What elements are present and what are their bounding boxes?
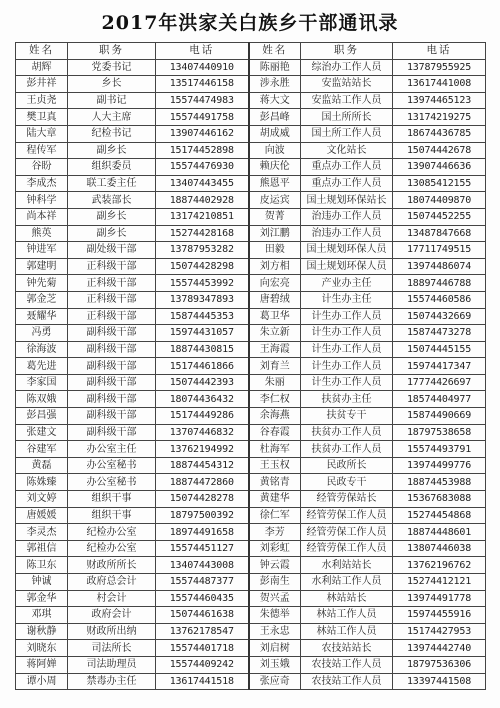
phone-cell: 18674436785 [393,125,486,142]
phone-cell: 15574401718 [156,640,249,657]
name-cell: 陈卫东 [16,557,68,574]
position-cell: 经管劳保工作人员 [301,507,393,524]
phone-cell: 13707446832 [156,424,249,441]
name-cell: 陈姝臻 [16,474,68,491]
phone-cell: 18074409870 [393,192,486,209]
phone-cell: 13907446162 [156,125,249,142]
phone-cell: 13517446158 [156,76,249,93]
table-row [16,574,486,591]
position-cell: 正科级干部 [68,308,156,325]
table-row [16,92,486,109]
name-cell: 熊恩平 [249,175,301,192]
name-cell: 谢秋静 [16,623,68,640]
position-cell: 经管劳保工作人员 [301,540,393,557]
staff-directory-table [15,42,486,690]
name-cell: 贺兴孟 [249,590,301,607]
phone-cell: 15574460435 [156,590,249,607]
phone-cell: 15074428278 [156,491,249,508]
position-cell: 农技站工作人员 [301,673,393,690]
name-cell: 郭金芝 [16,291,68,308]
position-cell: 计生办工作人员 [301,308,393,325]
phone-cell: 17774426697 [393,374,486,391]
position-cell: 国土规划环保人员 [301,242,393,259]
position-cell: 副科级干部 [68,424,156,441]
position-cell: 组织干事 [68,491,156,508]
header-position: 职务 [68,43,156,60]
position-cell: 水利站站长 [301,557,393,574]
name-cell: 刘彩虹 [249,540,301,557]
position-cell: 政府总会计 [68,574,156,591]
table-row [16,474,486,491]
position-cell: 扶贫办主任 [301,391,393,408]
phone-cell: 15174452898 [156,142,249,159]
name-cell: 张应奇 [249,673,301,690]
name-cell: 唐碧绒 [249,291,301,308]
position-cell: 国土所工作人员 [301,125,393,142]
position-cell: 正科级干部 [68,258,156,275]
phone-cell: 18874454312 [156,457,249,474]
name-cell: 钟进军 [16,242,68,259]
table-row [16,175,486,192]
phone-cell: 18797536306 [393,656,486,673]
phone-cell: 15174461866 [156,358,249,375]
name-cell: 郭金华 [16,590,68,607]
position-cell: 治违办工作人员 [301,208,393,225]
name-cell: 刘文婷 [16,491,68,508]
position-cell: 办公室秘书 [68,474,156,491]
header-phone: 电话 [393,43,486,60]
position-cell: 计生办主任 [301,291,393,308]
phone-cell: 15074452255 [393,208,486,225]
name-cell: 蒋大文 [249,92,301,109]
position-cell: 正科级干部 [68,291,156,308]
table-row [16,656,486,673]
name-cell: 尚本祥 [16,208,68,225]
name-cell: 陈丽艳 [249,59,301,76]
name-cell: 谭小周 [16,673,68,690]
table-row [16,109,486,126]
phone-cell: 15274412121 [393,574,486,591]
position-cell: 正科级干部 [68,275,156,292]
phone-cell: 13787953282 [156,242,249,259]
phone-cell: 13787955925 [393,59,486,76]
position-cell: 重点办工作人员 [301,175,393,192]
table-body [16,59,486,690]
position-cell: 副科级干部 [68,341,156,358]
name-cell: 刘方相 [249,258,301,275]
name-cell: 黄磊 [16,457,68,474]
phone-cell: 17711749515 [393,242,486,259]
position-cell: 副科级干部 [68,391,156,408]
name-cell: 李成杰 [16,175,68,192]
position-cell: 办公室秘书 [68,457,156,474]
position-cell: 村会计 [68,590,156,607]
position-cell: 国土规划环保站长 [301,192,393,209]
phone-cell: 15874490669 [393,408,486,425]
phone-cell: 15367683088 [393,491,486,508]
phone-cell: 18874448601 [393,524,486,541]
position-cell: 林站工作人员 [301,607,393,624]
table-row [16,673,486,690]
position-cell: 人大主席 [68,109,156,126]
name-cell: 田毅 [249,242,301,259]
name-cell: 程传军 [16,142,68,159]
name-cell: 王玉权 [249,457,301,474]
position-cell: 扶贫专干 [301,408,393,425]
phone-cell: 13174219275 [393,109,486,126]
table-row [16,590,486,607]
position-cell: 副乡长 [68,225,156,242]
name-cell: 钟云霞 [249,557,301,574]
phone-cell: 15574474983 [156,92,249,109]
position-cell: 副乡长 [68,208,156,225]
phone-cell: 18074436432 [156,391,249,408]
position-cell: 纪检办公室 [68,524,156,541]
table-row [16,59,486,76]
table-row [16,358,486,375]
name-cell: 胡辉 [16,59,68,76]
header-row [16,43,486,60]
name-cell: 涉永胜 [249,76,301,93]
phone-cell: 18874402928 [156,192,249,209]
phone-cell: 15574409242 [156,656,249,673]
name-cell: 黄建华 [249,491,301,508]
phone-cell: 15274454868 [393,507,486,524]
name-cell: 谷春霞 [249,424,301,441]
position-cell: 综治办工作人员 [301,59,393,76]
name-cell: 邓琪 [16,607,68,624]
position-cell: 国土所所长 [301,109,393,126]
phone-cell: 18897446788 [393,275,486,292]
phone-cell: 15574451127 [156,540,249,557]
phone-cell: 15074428298 [156,258,249,275]
table-row [16,374,486,391]
name-cell: 彭井祥 [16,76,68,93]
phone-cell: 13762196762 [393,557,486,574]
position-cell: 安监站站长 [301,76,393,93]
table-row [16,208,486,225]
table-row [16,491,486,508]
table-row [16,291,486,308]
table-row [16,142,486,159]
table-row [16,192,486,209]
position-cell: 财政所出纳 [68,623,156,640]
phone-cell: 15274428168 [156,225,249,242]
name-cell: 钟诚 [16,574,68,591]
phone-cell: 15974455916 [393,607,486,624]
phone-cell: 13085412155 [393,175,486,192]
name-cell: 郭祖信 [16,540,68,557]
name-cell: 贺菁 [249,208,301,225]
phone-cell: 13907446636 [393,159,486,176]
phone-cell: 18797538658 [393,424,486,441]
phone-cell: 13617441008 [393,76,486,93]
table-row [16,441,486,458]
phone-cell: 18574404977 [393,391,486,408]
name-cell: 葛先进 [16,358,68,375]
name-cell: 王永忠 [249,623,301,640]
table-row [16,640,486,657]
phone-cell: 13974486074 [393,258,486,275]
name-cell: 蒋阿婵 [16,656,68,673]
position-cell: 计生办工作人员 [301,341,393,358]
position-cell: 农技站站长 [301,640,393,657]
name-cell: 刘育兰 [249,358,301,375]
phone-cell: 15074461638 [156,607,249,624]
name-cell: 彭南生 [249,574,301,591]
position-cell: 文化站长 [301,142,393,159]
name-cell: 陈双娥 [16,391,68,408]
phone-cell: 15874445353 [156,308,249,325]
table-row [16,242,486,259]
phone-cell: 13789347893 [156,291,249,308]
phone-cell: 15074442393 [156,374,249,391]
position-cell: 副书记 [68,92,156,109]
header-phone: 电话 [156,43,249,60]
name-cell: 唐媛媛 [16,507,68,524]
name-cell: 胡成威 [249,125,301,142]
name-cell: 葛卫华 [249,308,301,325]
table-row [16,308,486,325]
name-cell: 朱德举 [249,607,301,624]
name-cell: 向宏亮 [249,275,301,292]
position-cell: 民政所长 [301,457,393,474]
phone-cell: 15874473278 [393,325,486,342]
position-cell: 经管劳保工作人员 [301,524,393,541]
name-cell: 李家国 [16,374,68,391]
phone-cell: 13407443455 [156,175,249,192]
position-cell: 计生办工作人员 [301,374,393,391]
position-cell: 林站站长 [301,590,393,607]
name-cell: 皮运宾 [249,192,301,209]
position-cell: 副科级干部 [68,408,156,425]
table-row [16,341,486,358]
position-cell: 办公室主任 [68,441,156,458]
position-cell: 副乡长 [68,142,156,159]
name-cell: 刘江鹏 [249,225,301,242]
phone-cell: 13174210851 [156,208,249,225]
table-row [16,623,486,640]
position-cell: 武装部长 [68,192,156,209]
phone-cell: 13407440910 [156,59,249,76]
name-cell: 刘玉娥 [249,656,301,673]
phone-cell: 13974491778 [393,590,486,607]
name-cell: 徐海波 [16,341,68,358]
phone-cell: 13974499776 [393,457,486,474]
table-row [16,159,486,176]
phone-cell: 15074432669 [393,308,486,325]
position-cell: 副科级干部 [68,374,156,391]
phone-cell: 15574453992 [156,275,249,292]
name-cell: 谷盼 [16,159,68,176]
phone-cell: 15574493791 [393,441,486,458]
name-cell: 樊卫真 [16,109,68,126]
position-cell: 禁毒办主任 [68,673,156,690]
phone-cell: 18974491658 [156,524,249,541]
phone-cell: 13617441518 [156,673,249,690]
position-cell: 党委书记 [68,59,156,76]
name-cell: 向波 [249,142,301,159]
name-cell: 赖庆伦 [249,159,301,176]
position-cell: 联工委主任 [68,175,156,192]
name-cell: 冯勇 [16,325,68,342]
phone-cell: 15974417347 [393,358,486,375]
phone-cell: 13974442740 [393,640,486,657]
page-title: 2017年洪家关白族乡干部通讯录 [101,12,399,34]
name-cell: 陆大章 [16,125,68,142]
position-cell: 安监站工作人员 [301,92,393,109]
position-cell: 国土规划环保人员 [301,258,393,275]
table-row [16,607,486,624]
name-cell: 谷建军 [16,441,68,458]
name-cell: 郭建明 [16,258,68,275]
name-cell: 熊英 [16,225,68,242]
phone-cell: 13974465123 [393,92,486,109]
phone-cell: 15574476930 [156,159,249,176]
position-cell: 乡长 [68,76,156,93]
phone-cell: 13397441508 [393,673,486,690]
phone-cell: 15574487377 [156,574,249,591]
name-cell: 刘晓东 [16,640,68,657]
name-cell: 黄铭青 [249,474,301,491]
table-row [16,125,486,142]
name-cell: 钟科学 [16,192,68,209]
table-row [16,225,486,242]
name-cell: 杜海军 [249,441,301,458]
phone-cell: 15974431057 [156,325,249,342]
position-cell: 副科级干部 [68,325,156,342]
name-cell: 李芳 [249,524,301,541]
name-cell: 朱立新 [249,325,301,342]
position-cell: 纪检书记 [68,125,156,142]
table-row [16,557,486,574]
name-cell: 余海燕 [249,408,301,425]
table-row [16,325,486,342]
name-cell: 徐仁军 [249,507,301,524]
phone-cell: 18874453988 [393,474,486,491]
table-row [16,524,486,541]
phone-cell: 13762194992 [156,441,249,458]
table-row [16,391,486,408]
position-cell: 农技站工作人员 [301,656,393,673]
position-cell: 计生办工作人员 [301,325,393,342]
position-cell: 治违办工作人员 [301,225,393,242]
phone-cell: 15174449286 [156,408,249,425]
header-name: 姓名 [249,43,301,60]
header-position: 职务 [301,43,393,60]
phone-cell: 15574460586 [393,291,486,308]
name-cell: 王贞尧 [16,92,68,109]
phone-cell: 13407443008 [156,557,249,574]
name-cell: 张建文 [16,424,68,441]
position-cell: 民政专干 [301,474,393,491]
table-row [16,540,486,557]
phone-cell: 13807446038 [393,540,486,557]
name-cell: 刘启树 [249,640,301,657]
phone-cell: 18874472860 [156,474,249,491]
position-cell: 副处级干部 [68,242,156,259]
position-cell: 政府会计 [68,607,156,624]
phone-cell: 15174427953 [393,623,486,640]
position-cell: 经管劳保站长 [301,491,393,508]
table-row [16,76,486,93]
table-row [16,258,486,275]
table-row [16,408,486,425]
position-cell: 司法助理员 [68,656,156,673]
phone-cell: 18797500392 [156,507,249,524]
phone-cell: 15074445155 [393,341,486,358]
position-cell: 重点办工作人员 [301,159,393,176]
position-cell: 产业办主任 [301,275,393,292]
position-cell: 司法所长 [68,640,156,657]
name-cell: 聂耀华 [16,308,68,325]
position-cell: 扶贫办工作人员 [301,424,393,441]
name-cell: 彭昌强 [16,408,68,425]
name-cell: 钟先菊 [16,275,68,292]
name-cell: 李灵杰 [16,524,68,541]
position-cell: 扶贫办工作人员 [301,441,393,458]
position-cell: 副科级干部 [68,358,156,375]
position-cell: 组织委员 [68,159,156,176]
phone-cell: 18874430815 [156,341,249,358]
name-cell: 王海霞 [249,341,301,358]
header-name: 姓名 [16,43,68,60]
position-cell: 纪检办公室 [68,540,156,557]
table-row [16,457,486,474]
position-cell: 财政所所长 [68,557,156,574]
position-cell: 组织干事 [68,507,156,524]
name-cell: 李仁权 [249,391,301,408]
table-row [16,507,486,524]
phone-cell: 15074442678 [393,142,486,159]
phone-cell: 15574491758 [156,109,249,126]
phone-cell: 13762178547 [156,623,249,640]
table-row [16,275,486,292]
table-row [16,424,486,441]
name-cell: 朱丽 [249,374,301,391]
position-cell: 计生办工作人员 [301,358,393,375]
position-cell: 林站工作人员 [301,623,393,640]
phone-cell: 13487847668 [393,225,486,242]
position-cell: 水利站工作人员 [301,574,393,591]
name-cell: 彭昌峰 [249,109,301,126]
